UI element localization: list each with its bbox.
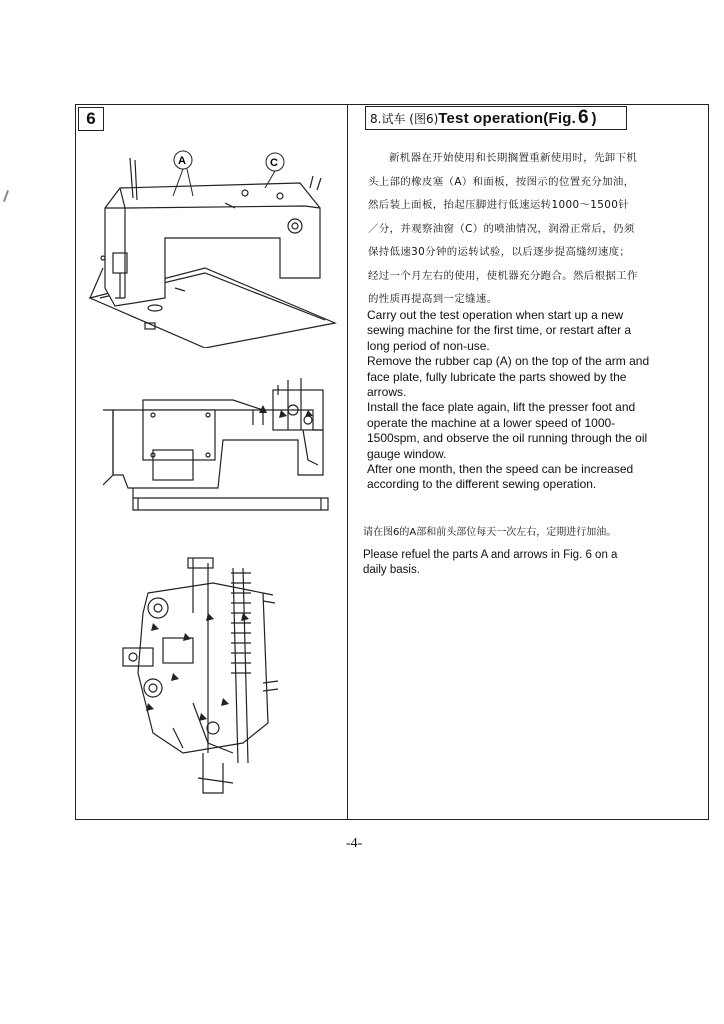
- instruction-step: Remove the rubber cap (A) on the top of the arm and face plate, fully lubricate the parts showed by the arrows.: [367, 354, 650, 400]
- lubrication-note-en: Please refuel the parts A and arrows in Fig. 6 on a daily basis.: [363, 549, 618, 576]
- section-title: [365, 106, 627, 130]
- lubrication-note-cn: 请在图6的A部和前头部位每天一次左右，定期进行加油。: [363, 527, 617, 538]
- instruction-step: Carry out the test operation when start up a new sewing machine for the first time, or restart after a long period of non-use.: [367, 308, 632, 353]
- sewing-machine-illustration: [85, 148, 340, 348]
- section-title-en: Test operation(Fig.: [438, 109, 576, 127]
- callout-c: C: [270, 157, 278, 169]
- face-plate-illustration: [103, 370, 338, 515]
- section-title-number: 6: [577, 107, 589, 128]
- scan-mark: [3, 190, 9, 202]
- page-number: -4-: [346, 836, 363, 851]
- instruction-step: Install the face plate again, lift the presser foot and operate the machine at a lower speed of 1000-1500spm, and observe the oil running through the oil gauge window.: [367, 400, 648, 461]
- mechanism-detail-illustration: [113, 553, 283, 808]
- figure-number-label: 6: [78, 107, 104, 131]
- section-title-close: ): [591, 109, 597, 127]
- instruction-step: After one month, then the speed can be increased according to the different sewing operation.: [367, 462, 634, 492]
- column-divider: [347, 104, 348, 820]
- section-title-cn: 8.试车 (图6): [370, 111, 439, 126]
- chinese-instructions: 新机器在开始使用和长期搁置重新使用时，先卸下机头上部的橡皮塞（A）和面板，按图示的位置充分加油，然后装上面板，抬起压脚进行低速运转1000～1500针／分，并观察油窗（C）的喷油情况，润滑正常后，仍须保持低速30分钟的运转试验，以后逐步提高缝纫速度；经过一个月左右的使用，使机器充分跑合。然后根据工作的性质再提高到一定缝速。: [368, 152, 638, 305]
- english-instructions: [367, 308, 651, 493]
- callout-a: A: [178, 155, 186, 167]
